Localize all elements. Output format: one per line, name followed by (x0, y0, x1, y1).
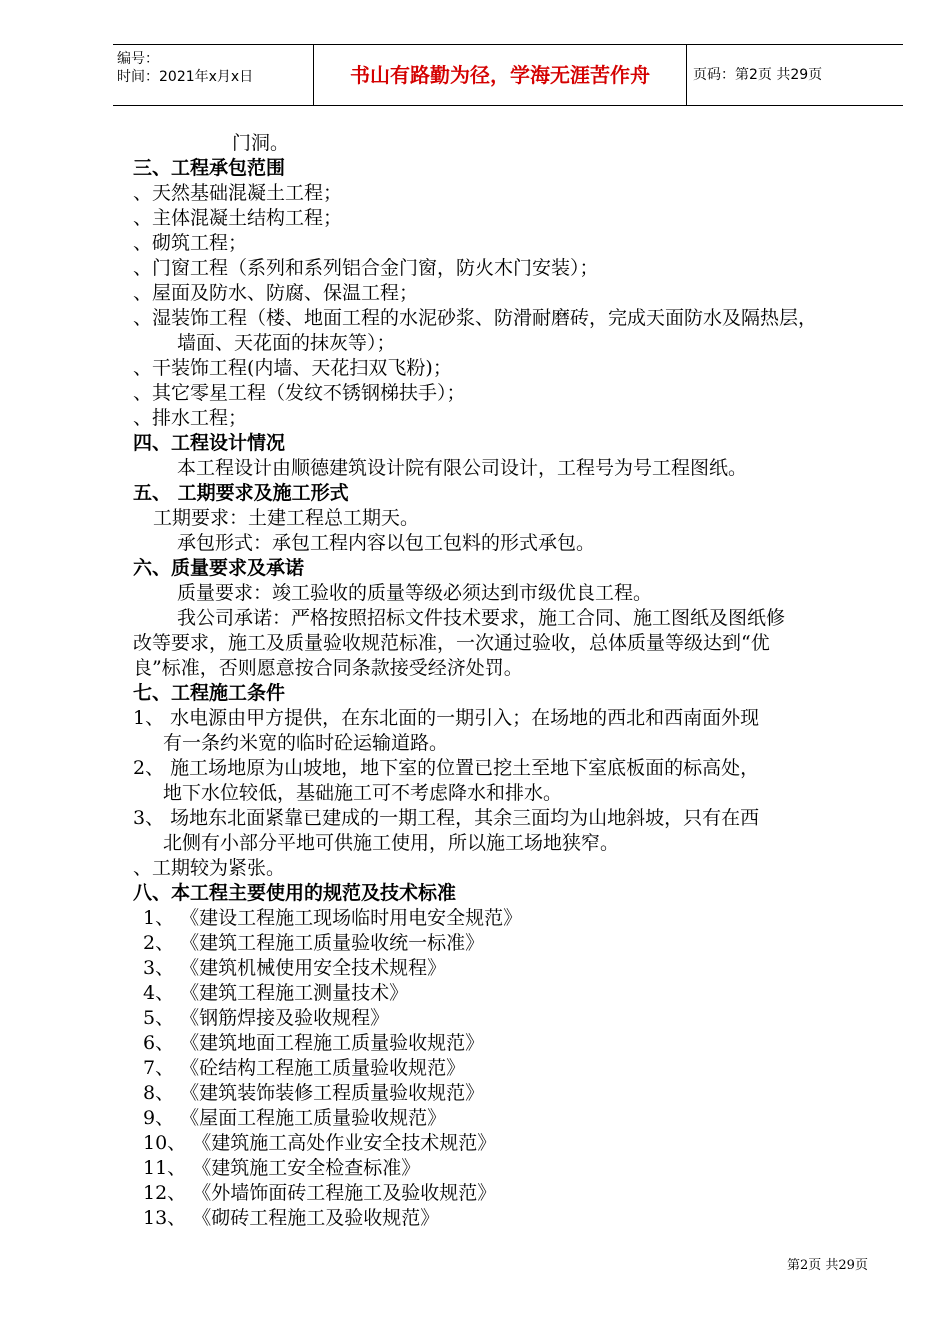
standard-item: 7、 《砼结构工程施工质量验收规范》 (143, 1057, 466, 1079)
standard-item: 12、 《外墙饰面砖工程施工及验收规范》 (143, 1182, 497, 1204)
section-heading: 五、 工期要求及施工形式 (133, 482, 349, 504)
standard-item: 1、 《建设工程施工现场临时用电安全规范》 (143, 907, 523, 929)
paragraph: 工期要求：土建工程总工期天。 (153, 507, 420, 529)
paragraph: 改等要求，施工及质量验收规范标准，一次通过验收，总体质量等级达到“优 (133, 632, 770, 654)
list-item: 、工期较为紧张。 (133, 857, 286, 879)
standard-item: 10、 《建筑施工高处作业安全技术规范》 (143, 1132, 497, 1154)
list-item: 、屋面及防水、防腐、保温工程； (133, 282, 419, 304)
header-info-cell (113, 45, 313, 105)
number-label: 编号： (117, 51, 159, 67)
standard-item: 5、 《钢筋焊接及验收规程》 (143, 1007, 390, 1029)
standard-item: 4、 《建筑工程施工测量技术》 (143, 982, 409, 1004)
standard-item: 6、 《建筑地面工程施工质量验收规范》 (143, 1032, 485, 1054)
paragraph: 本工程设计由顺德建筑设计院有限公司设计，工程号为号工程图纸。 (177, 457, 748, 479)
paragraph: 承包形式：承包工程内容以包工包料的形式承包。 (177, 532, 596, 554)
numbered-item: 3、 场地东北面紧靠已建成的一期工程，其余三面均为山地斜坡，只有在西 (133, 807, 760, 829)
section-heading: 三、工程承包范围 (133, 157, 286, 179)
paragraph: 质量要求：竣工验收的质量等级必须达到市级优良工程。 (177, 582, 653, 604)
list-item: 、其它零星工程（发纹不锈钢梯扶手）； (133, 382, 466, 404)
standard-item: 13、 《砌砖工程施工及验收规范》 (143, 1207, 440, 1229)
header-motto: 书山有路勤为径，学海无涯苦作舟 (313, 45, 687, 105)
numbered-item-continuation: 有一条约米宽的临时砼运输道路。 (163, 732, 449, 754)
standard-item: 2、 《建筑工程施工质量验收统一标准》 (143, 932, 485, 954)
list-item: 、湿装饰工程（楼、地面工程的水泥砂浆、防滑耐磨砖，完成天面防水及隔热层， (133, 307, 818, 329)
list-item: 、排水工程； (133, 407, 248, 429)
standard-item: 8、 《建筑装饰装修工程质量验收规范》 (143, 1082, 485, 1104)
numbered-item: 1、 水电源由甲方提供，在东北面的一期引入；在场地的西北和西南面外现 (133, 707, 760, 729)
list-item: 、门窗工程（系列和系列铝合金门窗，防火木门安装）； (133, 257, 599, 279)
page-header (113, 44, 903, 106)
standard-item: 11、 《建筑施工安全检查标准》 (143, 1157, 421, 1179)
page-footer: 第2页 共29页 (787, 1258, 868, 1273)
text-line: 门洞。 (232, 132, 290, 154)
paragraph: 我公司承诺：严格按照招标文件技术要求，施工合同、施工图纸及图纸修 (177, 607, 786, 629)
standard-item: 3、 《建筑机械使用安全技术规程》 (143, 957, 447, 979)
list-item-continuation: 墙面、天花面的抹灰等）； (177, 332, 396, 354)
section-heading: 六、质量要求及承诺 (133, 557, 305, 579)
list-item: 、天然基础混凝土工程； (133, 182, 343, 204)
time-label: 时间：2021年x月x日 (117, 69, 254, 85)
section-heading: 七、工程施工条件 (133, 682, 286, 704)
numbered-item-continuation: 北侧有小部分平地可供施工使用，所以施工场地狭窄。 (163, 832, 620, 854)
standard-item: 9、 《屋面工程施工质量验收规范》 (143, 1107, 447, 1129)
section-heading: 四、工程设计情况 (133, 432, 286, 454)
numbered-item: 2、 施工场地原为山坡地，地下室的位置已挖土至地下室底板面的标高处， (133, 757, 760, 779)
list-item: 、砌筑工程； (133, 232, 248, 254)
list-item: 、干装饰工程(内墙、天花扫双飞粉)； (133, 357, 452, 379)
header-page-label: 页码：第2页 共29页 (693, 67, 823, 83)
numbered-item-continuation: 地下水位较低，基础施工可不考虑降水和排水。 (163, 782, 563, 804)
section-heading: 八、本工程主要使用的规范及技术标准 (133, 882, 457, 904)
list-item: 、主体混凝土结构工程； (133, 207, 343, 229)
paragraph: 良”标准，否则愿意按合同条款接受经济处罚。 (133, 657, 523, 679)
